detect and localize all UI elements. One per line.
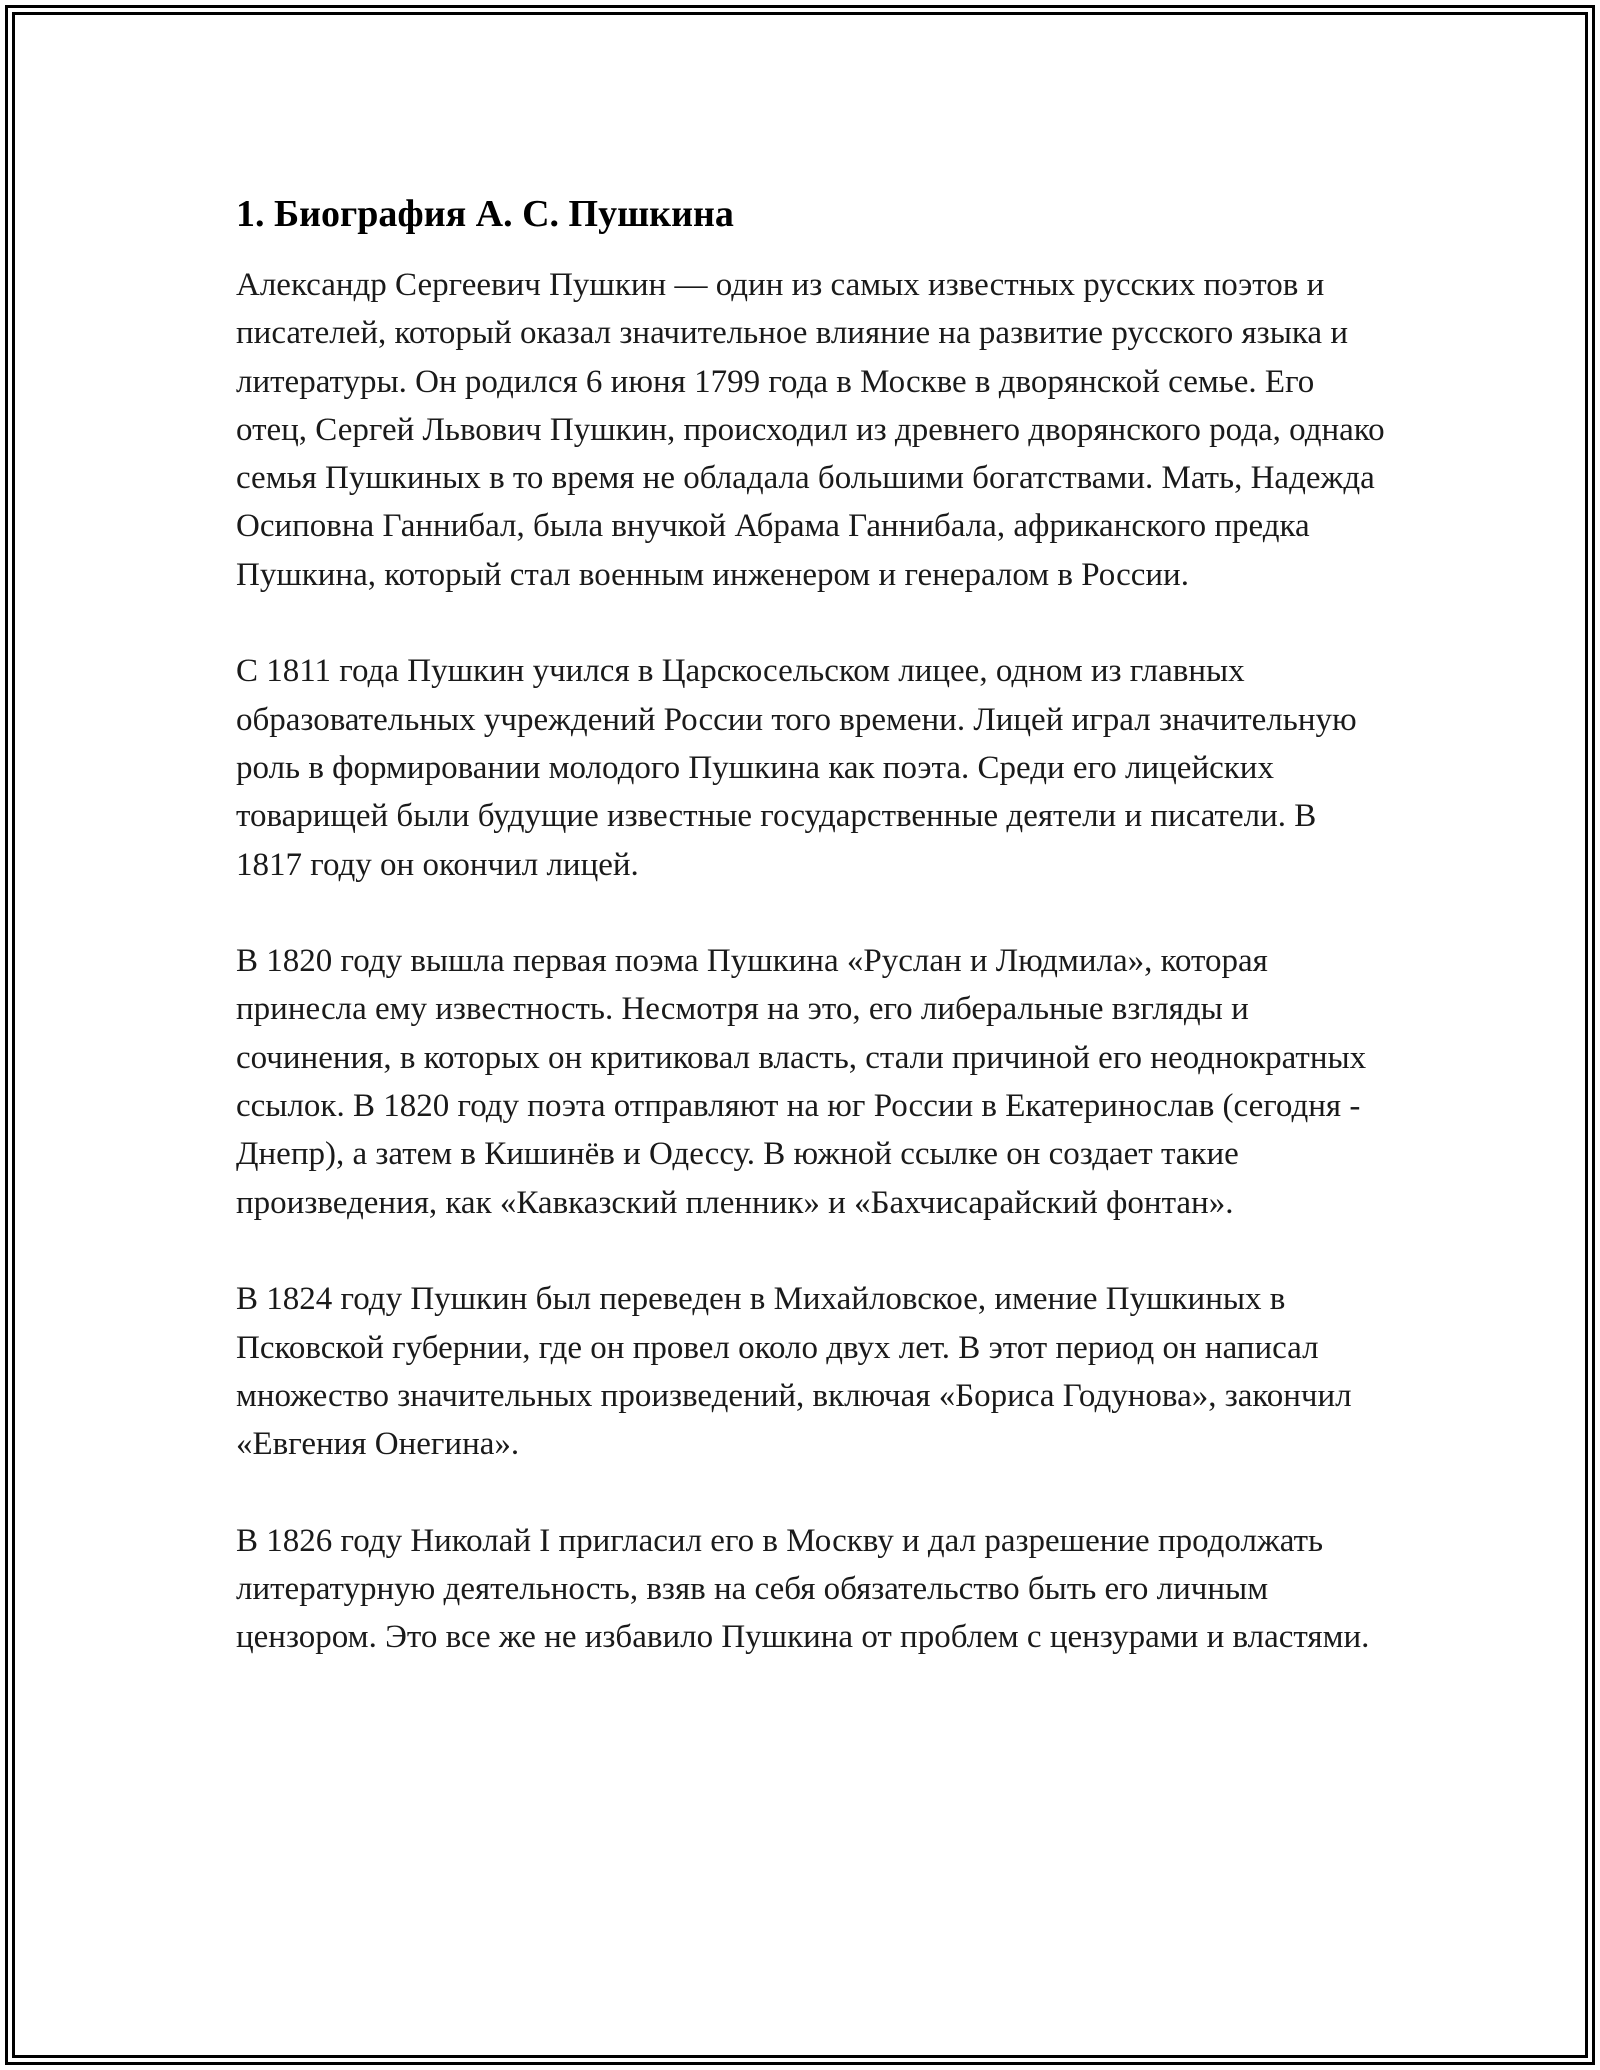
document-content (236, 187, 1386, 1662)
paragraph-1: Александр Сергеевич Пушкин — один из самых известных русских поэтов и писателей, который оказал значительное влияние на развитие русского языка и литературы. Он родился 6 июня 1799 года в Москве в дворянской семье. Его отец, Сергей Львович Пушкин, происходил из древнего дворянского рода, однако семья Пушкиных в то время не обладала большими богатствами. Мать, Надежда Осиповна Ганнибал, была внучкой Абрама Ганнибала, африканского предка Пушкина, который стал военным инженером и генералом в России. (236, 267, 1385, 593)
section-heading: 1. Биография А. С. Пушкина (236, 193, 734, 235)
paragraph-2: С 1811 года Пушкин учился в Царскосельском лицее, одном из главных образовательных учреждений России того времени. Лицей играл значительную роль в формировании молодого Пушкина как поэта. Среди его лицейских товарищей были будущие известные государственные деятели и писатели. В 1817 году он окончил лицей. (236, 653, 1357, 883)
paragraph-3: В 1820 году вышла первая поэма Пушкина «Руслан и Людмила», которая принесла ему известность. Несмотря на это, его либеральные взгляды и сочинения, в которых он критиковал власть, стали причиной его неоднократных ссылок. В 1820 году поэта отправляют на юг России в Екатеринослав (сегодня - Днепр), а затем в Кишинёв и Одессу. В южной ссылке он создает такие произведения, как «Кавказский пленник» и «Бахчисарайский фонтан». (236, 943, 1367, 1221)
paragraph-4: В 1824 году Пушкин был переведен в Михайловское, имение Пушкиных в Псковской губернии, где он провел около двух лет. В этот период он написал множество значительных произведений, включая «Бориса Годунова», закончил «Евгения Онегина». (236, 1281, 1352, 1463)
paragraph-5: В 1826 году Николай I пригласил его в Москву и дал разрешение продолжать литературную деятельность, взяв на себя обязательство быть его личным цензором. Это все же не избавило Пушкина от проблем с цензурами и властями. (236, 1522, 1370, 1656)
